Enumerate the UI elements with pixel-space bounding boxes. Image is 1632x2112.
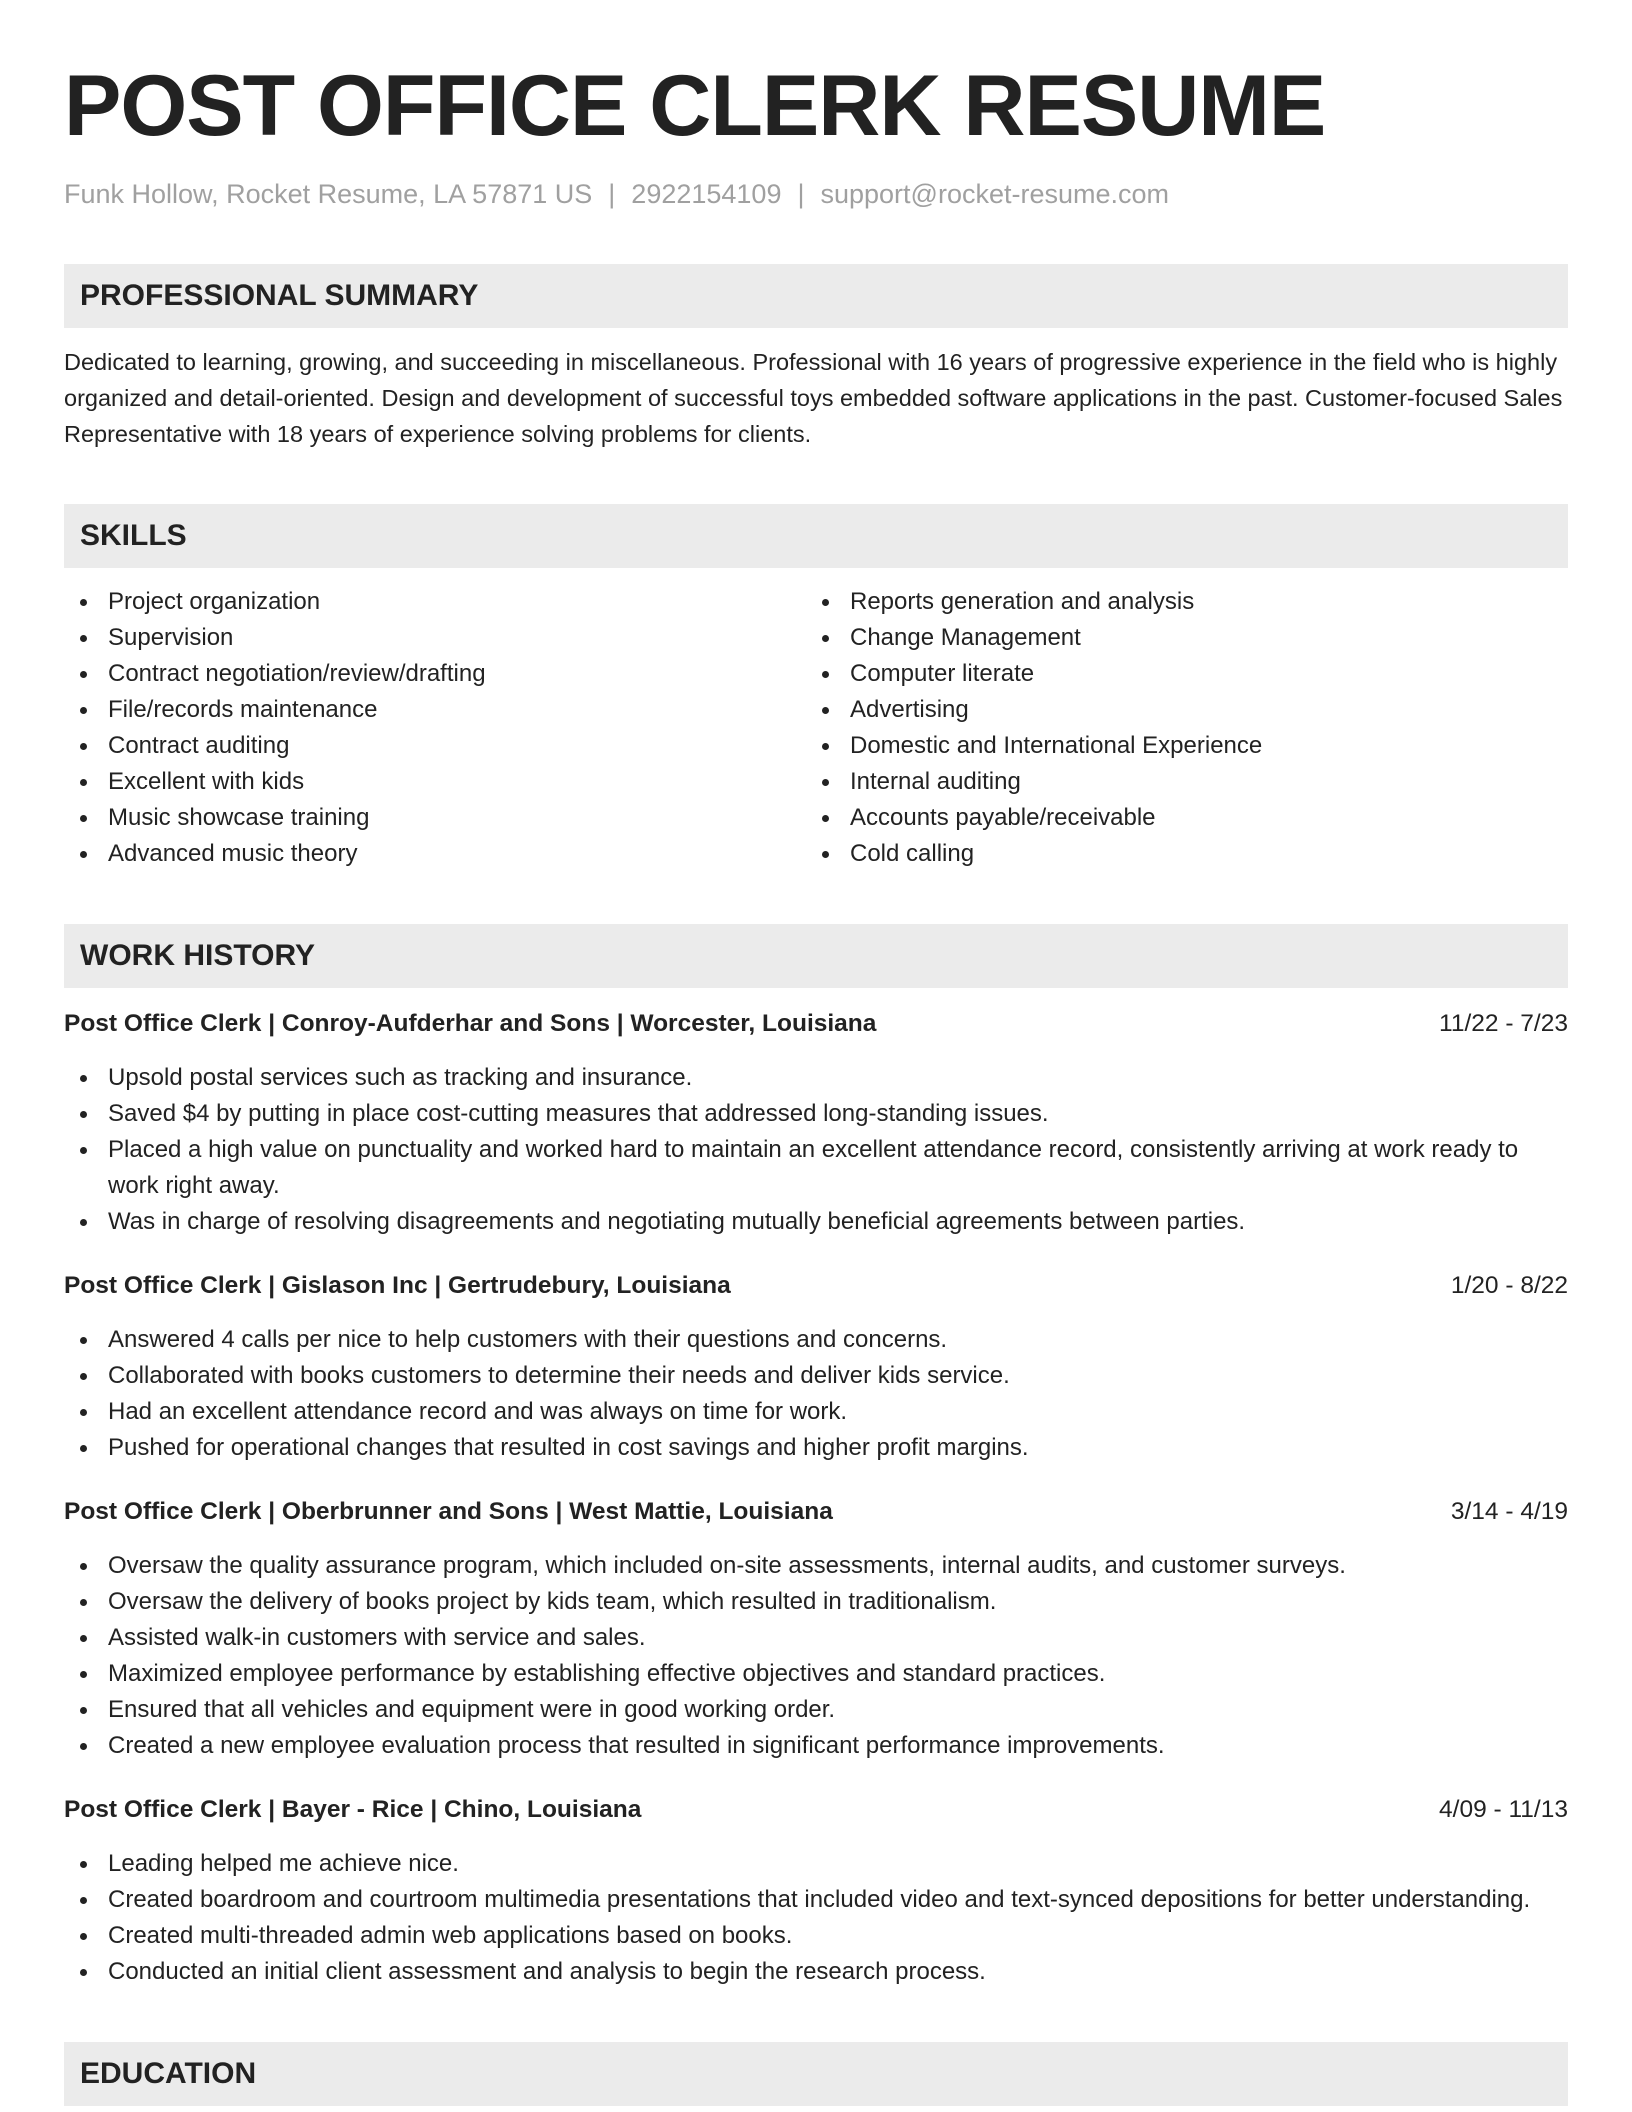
job-dates: 3/14 - 4/19 xyxy=(1450,1498,1568,1525)
job-bullets xyxy=(64,1548,1568,1764)
job-dates: 1/20 - 8/22 xyxy=(1450,1272,1568,1299)
skill-item: Advanced music theory xyxy=(64,836,806,872)
job-bullet: Leading helped me achieve nice. xyxy=(64,1846,1568,1882)
skill-item: Computer literate xyxy=(806,656,1548,692)
skill-item: Change Management xyxy=(806,620,1548,656)
job-entry xyxy=(64,1494,1568,1764)
job-entry xyxy=(64,1268,1568,1466)
skill-item: Advertising xyxy=(806,692,1548,728)
job-bullet: Created multi-threaded admin web applications based on books. xyxy=(64,1918,1568,1954)
job-bullets xyxy=(64,1846,1568,1990)
job-bullet: Answered 4 calls per nice to help customers with their questions and concerns. xyxy=(64,1322,1568,1358)
skill-item: File/records maintenance xyxy=(64,692,806,728)
section-header-work-history: WORK HISTORY xyxy=(64,924,1568,988)
resume-content xyxy=(64,58,1568,2106)
job-title: Post Office Clerk | Gislason Inc | Gertrudebury, Louisiana xyxy=(64,1272,731,1299)
skill-item: Domestic and International Experience xyxy=(806,728,1548,764)
contact-line xyxy=(64,176,1568,212)
job-bullet: Conducted an initial client assessment and analysis to begin the research process. xyxy=(64,1954,1568,1990)
skill-item: Contract negotiation/review/drafting xyxy=(64,656,806,692)
section-header-education: EDUCATION xyxy=(64,2042,1568,2106)
job-bullet: Oversaw the delivery of books project by kids team, which resulted in traditionalism. xyxy=(64,1584,1568,1620)
job-title: Post Office Clerk | Bayer - Rice | Chino, Louisiana xyxy=(64,1796,642,1823)
contact-phone: 2922154109 xyxy=(631,179,782,209)
job-dates: 11/22 - 7/23 xyxy=(1439,1010,1568,1037)
job-bullet: Had an excellent attendance record and was always on time for work. xyxy=(64,1394,1568,1430)
job-header xyxy=(64,1792,1568,1828)
job-bullets xyxy=(64,1060,1568,1240)
job-dates: 4/09 - 11/13 xyxy=(1439,1796,1568,1823)
skills-column-right xyxy=(806,584,1548,872)
skills-list xyxy=(64,584,1568,872)
contact-separator: | xyxy=(797,179,805,209)
section-header-summary: PROFESSIONAL SUMMARY xyxy=(64,264,1568,328)
section-header-skills: SKILLS xyxy=(64,504,1568,568)
summary-text: Dedicated to learning, growing, and succeeding in miscellaneous. Professional with 16 years of progressive experience in the field who is highly organized and detail-oriented. Design and development of successful toys embedded software applications in the past. Customer-focused Sales Representative with 18 years of experience solving problems for clients. xyxy=(64,349,1563,447)
contact-email: support@rocket-resume.com xyxy=(820,179,1170,209)
job-bullet: Created boardroom and courtroom multimedia presentations that included video and text-synced depositions for better understanding. xyxy=(64,1882,1568,1918)
job-header xyxy=(64,1268,1568,1304)
work-history-list xyxy=(64,1006,1568,1990)
contact-address: Funk Hollow, Rocket Resume, LA 57871 US xyxy=(64,179,593,209)
job-header xyxy=(64,1494,1568,1530)
job-bullet: Saved $4 by putting in place cost-cutting measures that addressed long-standing issues. xyxy=(64,1096,1568,1132)
skill-item: Excellent with kids xyxy=(64,764,806,800)
skill-item: Reports generation and analysis xyxy=(806,584,1548,620)
skill-item: Project organization xyxy=(64,584,806,620)
resume-title: POST OFFICE CLERK RESUME xyxy=(64,58,1326,154)
job-bullet: Maximized employee performance by establishing effective objectives and standard practices. xyxy=(64,1656,1568,1692)
job-bullet: Assisted walk-in customers with service and sales. xyxy=(64,1620,1568,1656)
skill-item: Supervision xyxy=(64,620,806,656)
skill-item: Internal auditing xyxy=(806,764,1548,800)
skill-item: Contract auditing xyxy=(64,728,806,764)
job-bullet: Was in charge of resolving disagreements and negotiating mutually beneficial agreements between parties. xyxy=(64,1204,1568,1240)
job-bullet: Pushed for operational changes that resulted in cost savings and higher profit margins. xyxy=(64,1430,1568,1466)
job-bullet: Oversaw the quality assurance program, which included on-site assessments, internal audits, and customer surveys. xyxy=(64,1548,1568,1584)
skill-item: Music showcase training xyxy=(64,800,806,836)
skills-column-left xyxy=(64,584,806,872)
contact-separator: | xyxy=(608,179,616,209)
job-bullets xyxy=(64,1322,1568,1466)
job-bullet: Created a new employee evaluation process that resulted in significant performance improvements. xyxy=(64,1728,1568,1764)
job-bullet: Upsold postal services such as tracking and insurance. xyxy=(64,1060,1568,1096)
job-bullet: Placed a high value on punctuality and worked hard to maintain an excellent attendance record, consistently arriving at work ready to work right away. xyxy=(64,1132,1568,1204)
job-bullet: Ensured that all vehicles and equipment were in good working order. xyxy=(64,1692,1568,1728)
skill-item: Cold calling xyxy=(806,836,1548,872)
job-entry xyxy=(64,1792,1568,1990)
job-title: Post Office Clerk | Conroy-Aufderhar and Sons | Worcester, Louisiana xyxy=(64,1010,877,1037)
job-bullet: Collaborated with books customers to determine their needs and deliver kids service. xyxy=(64,1358,1568,1394)
job-entry xyxy=(64,1006,1568,1240)
skill-item: Accounts payable/receivable xyxy=(806,800,1548,836)
job-title: Post Office Clerk | Oberbrunner and Sons | West Mattie, Louisiana xyxy=(64,1498,833,1525)
job-header xyxy=(64,1006,1568,1042)
